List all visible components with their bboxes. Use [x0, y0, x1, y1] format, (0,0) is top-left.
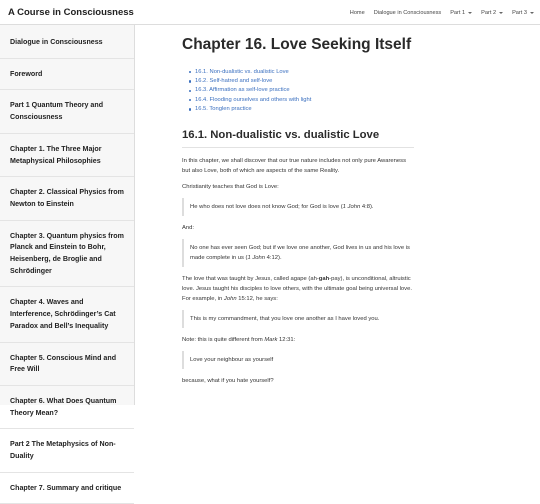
- nav-part-2[interactable]: [481, 10, 503, 16]
- chevron-down-icon: [499, 12, 503, 14]
- site-title[interactable]: A Course in Consciousness: [8, 7, 134, 18]
- chapter-toc: [189, 68, 414, 115]
- nav-part-3[interactable]: [512, 10, 534, 16]
- paragraph-note: [182, 335, 414, 345]
- quote-text: He who does not love does not know God; for God is love (: [190, 203, 343, 210]
- paragraph-christianity: Christianity teaches that God is Love:: [182, 183, 279, 190]
- chevron-down-icon: [468, 12, 472, 14]
- quote-ref: 1 John: [247, 254, 266, 261]
- section-heading: 16.1. Non-dualistic vs. dualistic Love: [182, 129, 414, 148]
- paragraph-closing: because, what if you hate yourself?: [182, 378, 274, 385]
- text-emphasis: gah: [318, 275, 330, 282]
- toc-link-16-1[interactable]: 16.1. Non-dualistic vs. dualistic Love: [189, 68, 414, 77]
- nav-home[interactable]: [350, 10, 365, 16]
- sidebar-item-foreword[interactable]: Foreword: [0, 59, 134, 91]
- paragraph-and: And:: [182, 224, 195, 231]
- sidebar-item-chapter-4[interactable]: Chapter 4. Waves and Interference, Schrödinger’s Cat Paradox and Bell’s Inequality: [0, 287, 134, 342]
- nav-part-2-label: Part 2: [481, 9, 497, 16]
- sidebar-item-chapter-3[interactable]: Chapter 3. Quantum physics from Planck and Einstein to Bohr, Heisenberg, de Broglie and Schrödinger: [0, 221, 134, 288]
- sidebar-item-chapter-2[interactable]: Chapter 2. Classical Physics from Newton to Einstein: [0, 177, 134, 220]
- text-segment: -pay), is unconditional, altruistic love. Jesus taught his disciples to love others, with the ultimate goal being universal love. For example, in: [182, 275, 412, 302]
- text-segment: 12:31:: [277, 337, 296, 344]
- sidebar-item-chapter-1[interactable]: Chapter 1. The Three Major Metaphysical Philosophies: [0, 134, 134, 177]
- sidebar: [0, 25, 135, 492]
- blockquote-mark-12-31: Love your neighbour as yourself: [182, 351, 414, 369]
- nav-part-3-label: Part 3: [512, 9, 527, 16]
- blockquote-1-john-4-12: [182, 239, 414, 267]
- sidebar-item-dialogue[interactable]: Dialogue in Consciousness: [0, 25, 134, 59]
- text-ref: John: [223, 295, 237, 302]
- nav-part-1-label: Part 1: [450, 9, 466, 16]
- top-nav-menu: [341, 0, 534, 25]
- quote-end: 4:8).: [360, 203, 374, 210]
- paragraph-agape: [182, 274, 414, 304]
- blockquote-1-john-4-8: [182, 198, 414, 216]
- text-segment: The love that was taught by Jesus, called agape (ah-: [182, 275, 319, 282]
- quote-text: No one has ever seen God; but if we love one another, God lives in us and his love is made complete in us (: [190, 244, 410, 261]
- toc-link-16-5[interactable]: 16.5. Tonglen practice: [189, 105, 414, 114]
- nav-dialogue[interactable]: [374, 10, 441, 16]
- nav-dialogue-label: Dialogue in Consciousness: [373, 9, 442, 16]
- top-navbar: [0, 0, 540, 25]
- sidebar-item-part-2[interactable]: Part 2 The Metaphysics of Non-Duality: [0, 429, 134, 472]
- quote-end: 4:12).: [265, 254, 282, 261]
- text-segment: Note: this is quite different from: [182, 337, 265, 344]
- page-title: Chapter 16. Love Seeking Itself: [182, 36, 412, 53]
- sidebar-item-chapter-5[interactable]: Chapter 5. Conscious Mind and Free Will: [0, 343, 134, 386]
- chevron-down-icon: [530, 12, 534, 14]
- text-segment: 15:12, he says:: [236, 295, 278, 302]
- paragraph-intro: In this chapter, we shall discover that our true nature includes not only pure Awareness but also Love, both of which are aspects of the same Reality.: [182, 157, 407, 174]
- nav-home-label: Home: [349, 9, 365, 16]
- sidebar-item-part-1[interactable]: Part 1 Quantum Theory and Consciousness: [0, 90, 134, 133]
- toc-link-16-4[interactable]: 16.4. Flooding ourselves and others with light: [189, 96, 414, 105]
- sidebar-item-chapter-6[interactable]: Chapter 6. What Does Quantum Theory Mean?: [0, 386, 134, 429]
- toc-link-16-2[interactable]: 16.2. Self-hatred and self-love: [189, 77, 414, 86]
- quote-ref: 1 John: [342, 203, 361, 210]
- toc-link-16-3[interactable]: 16.3. Affirmation as self-love practice: [189, 86, 414, 95]
- blockquote-john-15-12: This is my commandment, that you love one another as I have loved you.: [182, 310, 414, 328]
- main-content: [182, 25, 414, 405]
- text-ref: Mark: [264, 337, 278, 344]
- nav-part-1[interactable]: [450, 10, 472, 16]
- sidebar-item-chapter-7[interactable]: Chapter 7. Summary and critique: [0, 473, 134, 504]
